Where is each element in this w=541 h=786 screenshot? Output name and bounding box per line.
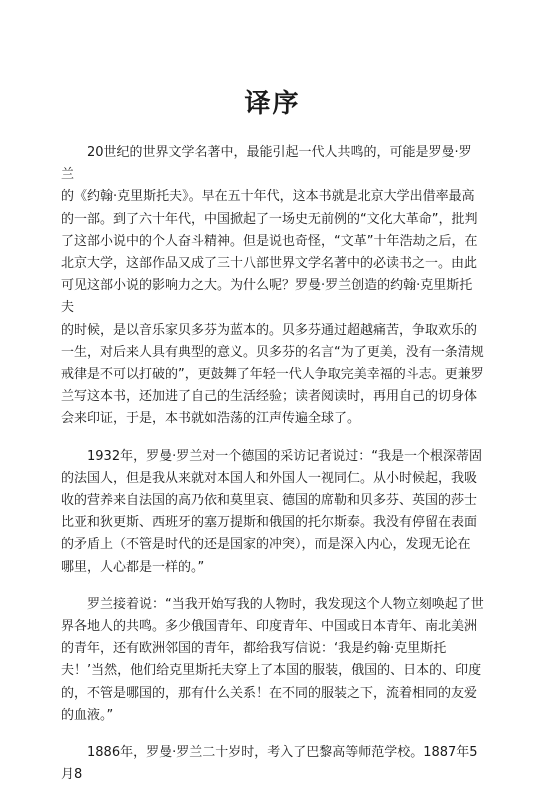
page-title: 译序 <box>244 89 301 119</box>
paragraph: 1932年，罗曼·罗兰对一个德国的采访记者说过：“我是一个根深蒂固 的法国人，但是我从来就对本国人和外国人一视同仁。从小时候起，我吸 收的营养来自法国的高乃依和莫里哀、德国的席勒和贝多芬、英国的莎士 比亚和狄更斯、西班牙的塞万提斯和俄国的托尔斯泰。我没有停留在表面 的矛盾上（不管是时代的还是国家的冲突），而是深入内心，发现无论在 哪里，人心都是一样的。” <box>61 448 482 575</box>
paragraph: 罗兰接着说：“当我开始写我的人物时，我发现这个人物立刻唤起了世 界各地人的共鸣。多少俄国青年、印度青年、中国或日本青年、南北美洲 的青年，还有欧洲邻国的青年，都给我写信说：‘我是约翰·克里斯托 夫！’当然，他们给克里斯托夫穿上了本国的服装，俄国的、日本的、印度 的，不管是哪国的，那有什么关系！在不同的服装之下，流着相同的友爱 的血液。” <box>61 596 484 723</box>
paragraph: 20世纪的世界文学名著中，最能引起一代人共鸣的，可能是罗曼·罗兰 的《约翰·克里斯托夫》。早在五十年代，这本书就是北京大学出借率最高 的一部。到了六十年代，中国掀起了一场史无前例的“文化大革命”，批判 了这部小说中的个人奋斗精神。但是说也奇怪，“文革”十年浩劫之后，在 北京大学，这部作品又成了三十八部世界文学名著中的必读书之一。由此 可见这部小说的影响力之大。为什么呢？罗曼·罗兰创造的约翰·克里斯托夫 的时候，是以音乐家贝多芬为蓝本的。贝多芬通过超越痛苦，争取欢乐的 一生，对后来人具有典型的意义。贝多芬的名言“为了更美，没有一条清规 戒律是不可以打破的”，更鼓舞了年轻一代人争取完美幸福的斗志。更兼罗 兰写这本书，还加进了自己的生活经验；读者阅读时，再用自己的切身体 会来印证，于是，本书就如浩荡的江声传遍全球了。 <box>61 145 484 427</box>
paragraph: 1886年，罗曼·罗兰二十岁时，考入了巴黎高等师范学校。1887年5月8 <box>61 745 478 783</box>
